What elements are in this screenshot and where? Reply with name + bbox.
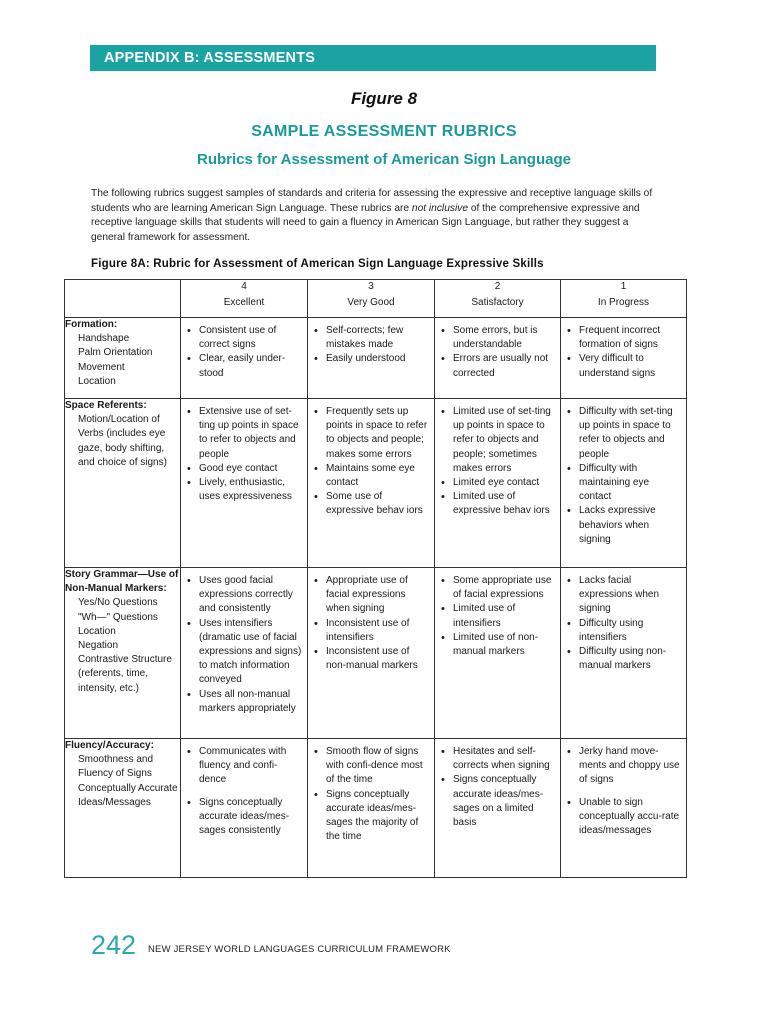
criterion-title: Story Grammar—Use of Non-Manual Markers: [65, 569, 179, 595]
descriptor-item: • Uses intensifiers (dramatic use of facial expressions and signs) to match information conveyed [187, 617, 303, 688]
descriptor-cell [435, 739, 561, 878]
rubric-table [64, 279, 687, 878]
descriptor-cell [308, 739, 435, 878]
descriptor-cell [308, 318, 435, 399]
descriptor-item: • Clear, easily under-stood [187, 352, 303, 380]
intro-emphasis: not inclusive [411, 202, 468, 214]
descriptor-list [435, 568, 560, 663]
descriptor-item: • Frequent incorrect formation of signs [567, 324, 682, 352]
descriptor-list [435, 318, 560, 385]
descriptor-cell [435, 568, 561, 739]
table-header-row [65, 280, 687, 318]
descriptor-cell [435, 318, 561, 399]
descriptor-item: • Communicates with fluency and confi-dence [187, 745, 303, 788]
descriptor-item: • Jerky hand move-ments and choppy use of signs [567, 745, 682, 788]
descriptor-item: • Signs conceptually accurate ideas/mes-sages on a limited basis [441, 773, 556, 830]
header-cell [308, 280, 435, 318]
score-label: In Progress [597, 297, 650, 309]
descriptor-item: • Self-corrects; few mistakes made [314, 324, 430, 352]
descriptor-item: • Difficulty using non-manual markers [567, 645, 682, 673]
descriptor-item: • Lacks expressive behaviors when signing [567, 504, 682, 547]
page-title: SAMPLE ASSESSMENT RUBRICS [251, 123, 517, 140]
descriptor-item: • Some errors, but is understandable [441, 324, 556, 352]
criterion-title: Fluency/Accuracy: [65, 740, 154, 751]
appendix-banner: APPENDIX B: ASSESSMENTS [90, 45, 656, 71]
descriptor-item: • Very difficult to understand signs [567, 352, 682, 380]
descriptor-list [308, 318, 434, 371]
criterion-cell [65, 399, 181, 568]
score-label: Excellent [223, 297, 265, 309]
criterion-subitem: Yes/No Questions [78, 597, 158, 609]
descriptor-cell [308, 568, 435, 739]
table-row [65, 739, 687, 878]
descriptor-cell [181, 739, 308, 878]
descriptor-item: • Hesitates and self-corrects when signing [441, 745, 556, 773]
criterion-subitem: Negation [78, 640, 119, 652]
descriptor-cell [561, 568, 687, 739]
intro-text-after: of the comprehensive expressive and receptive language skills that students will need to gain a fluency in American Sign Language, but rather they suggest a general framework for assessment. [91, 202, 640, 243]
criterion-subitem: Contrastive Structure (referents, time, intensity, etc.) [78, 654, 172, 694]
descriptor-item: • Smooth flow of signs with confi-dence most of the time [314, 745, 430, 788]
header-cell [561, 280, 687, 318]
descriptor-item: • Frequently sets up points in space to refer to objects and people; makes some errors [314, 405, 430, 462]
descriptor-item: • Unable to sign conceptually accu-rate ideas/messages [567, 796, 682, 839]
descriptor-list [435, 739, 560, 834]
descriptor-list [435, 399, 560, 523]
score-label: Very Good [347, 297, 395, 309]
table-caption: Figure 8A: Rubric for Assessment of American Sign Language Expressive Skills [91, 258, 544, 270]
descriptor-item: • Difficulty using intensifiers [567, 617, 682, 645]
score-label: Satisfactory [471, 297, 524, 309]
criterion-subitem: Location [78, 625, 116, 637]
criterion-subitem: Conceptually Accurate Ideas/Messages [78, 782, 178, 808]
score-number: 4 [241, 281, 247, 292]
criterion-subitem: Smoothness and Fluency of Signs [78, 754, 154, 780]
descriptor-item: • Limited eye contact [441, 476, 556, 490]
descriptor-list [181, 739, 307, 842]
criterion-title: Space Referents: [65, 400, 147, 411]
descriptor-cell [181, 318, 308, 399]
score-number: 3 [368, 281, 374, 292]
descriptor-item: • Appropriate use of facial expressions when signing [314, 574, 430, 617]
page-subtitle: Rubrics for Assessment of American Sign Language [197, 151, 571, 168]
criterion-cell [65, 318, 181, 399]
criterion-subitem: Movement [78, 361, 125, 373]
descriptor-item: • Limited use of intensifiers [441, 602, 556, 630]
descriptor-item: • Limited use of set-ting up points in space to refer to objects and people; sometimes makes errors [441, 405, 556, 476]
descriptor-item: • Signs conceptually accurate ideas/mes-sages consistently [187, 796, 303, 839]
descriptor-item: • Lacks facial expressions when signing [567, 574, 682, 617]
table-row [65, 568, 687, 739]
figure-label: Figure 8 [350, 89, 418, 108]
criterion-cell [65, 739, 181, 878]
table-row [65, 318, 687, 399]
descriptor-item: • Some use of expressive behav iors [314, 490, 430, 518]
descriptor-cell [561, 318, 687, 399]
criterion-subitem: Palm Orientation [78, 347, 153, 359]
descriptor-list [181, 318, 307, 385]
descriptor-item: • Lively, enthusiastic, uses expressiveness [187, 476, 303, 504]
descriptor-cell [181, 399, 308, 568]
descriptor-list [181, 568, 307, 720]
descriptor-item: • Limited use of expressive behav iors [441, 490, 556, 518]
descriptor-cell [181, 568, 308, 739]
descriptor-list [561, 318, 686, 385]
descriptor-list [561, 399, 686, 551]
header-cell [181, 280, 308, 318]
descriptor-item: • Limited use of non-manual markers [441, 631, 556, 659]
criterion-title: Formation: [65, 319, 118, 330]
descriptor-list [561, 568, 686, 677]
descriptor-item: • Difficulty with maintaining eye contact [567, 462, 682, 505]
criterion-cell [65, 568, 181, 739]
criterion-subitem: Handshape [78, 333, 130, 345]
descriptor-cell [561, 399, 687, 568]
descriptor-list [181, 399, 307, 508]
criterion-subitem: "Wh—" Questions [78, 611, 158, 623]
criterion-subitem: Motion/Location of Verbs (includes eye gaze, body shifting, and choice of signs) [78, 414, 167, 468]
descriptor-item: • Uses all non-manual markers appropriately [187, 688, 303, 716]
descriptor-item: • Difficulty with set-ting up points in space to refer to objects and people [567, 405, 682, 462]
descriptor-item: • Some appropriate use of facial expressions [441, 574, 556, 602]
descriptor-item: • Maintains some eye contact [314, 462, 430, 490]
descriptor-item: • Inconsistent use of intensifiers [314, 617, 430, 645]
header-cell-empty [65, 280, 181, 318]
descriptor-item: • Extensive use of set-ting up points in space to refer to objects and people [187, 405, 303, 462]
descriptor-item: • Inconsistent use of non-manual markers [314, 645, 430, 673]
descriptor-item: • Signs conceptually accurate ideas/mes-sages the majority of the time [314, 788, 430, 845]
descriptor-list [561, 739, 686, 842]
descriptor-list [308, 739, 434, 848]
descriptor-item: • Good eye contact [187, 462, 303, 476]
page-number: 242 [91, 930, 137, 960]
header-cell [435, 280, 561, 318]
descriptor-list [308, 399, 434, 523]
descriptor-list [308, 568, 434, 677]
descriptor-item: • Easily understood [314, 352, 430, 366]
score-number: 2 [494, 281, 501, 292]
score-number: 1 [620, 281, 627, 292]
descriptor-item: • Errors are usually not corrected [441, 352, 556, 380]
descriptor-cell [561, 739, 687, 878]
descriptor-item: • Uses good facial expressions correctly and consistently [187, 574, 303, 617]
descriptor-cell [435, 399, 561, 568]
criterion-subitem: Location [78, 375, 116, 387]
footer-title: NEW JERSEY WORLD LANGUAGES CURRICULUM FRAMEWORK [148, 944, 451, 955]
descriptor-item: • Consistent use of correct signs [187, 324, 303, 352]
descriptor-cell [308, 399, 435, 568]
intro-paragraph [91, 187, 661, 245]
intro-text-before: The following rubrics suggest samples of standards and criteria for assessing the expressive and receptive language skills of students who are learning American Sign Language. These rubrics are [91, 188, 653, 214]
table-row [65, 399, 687, 568]
